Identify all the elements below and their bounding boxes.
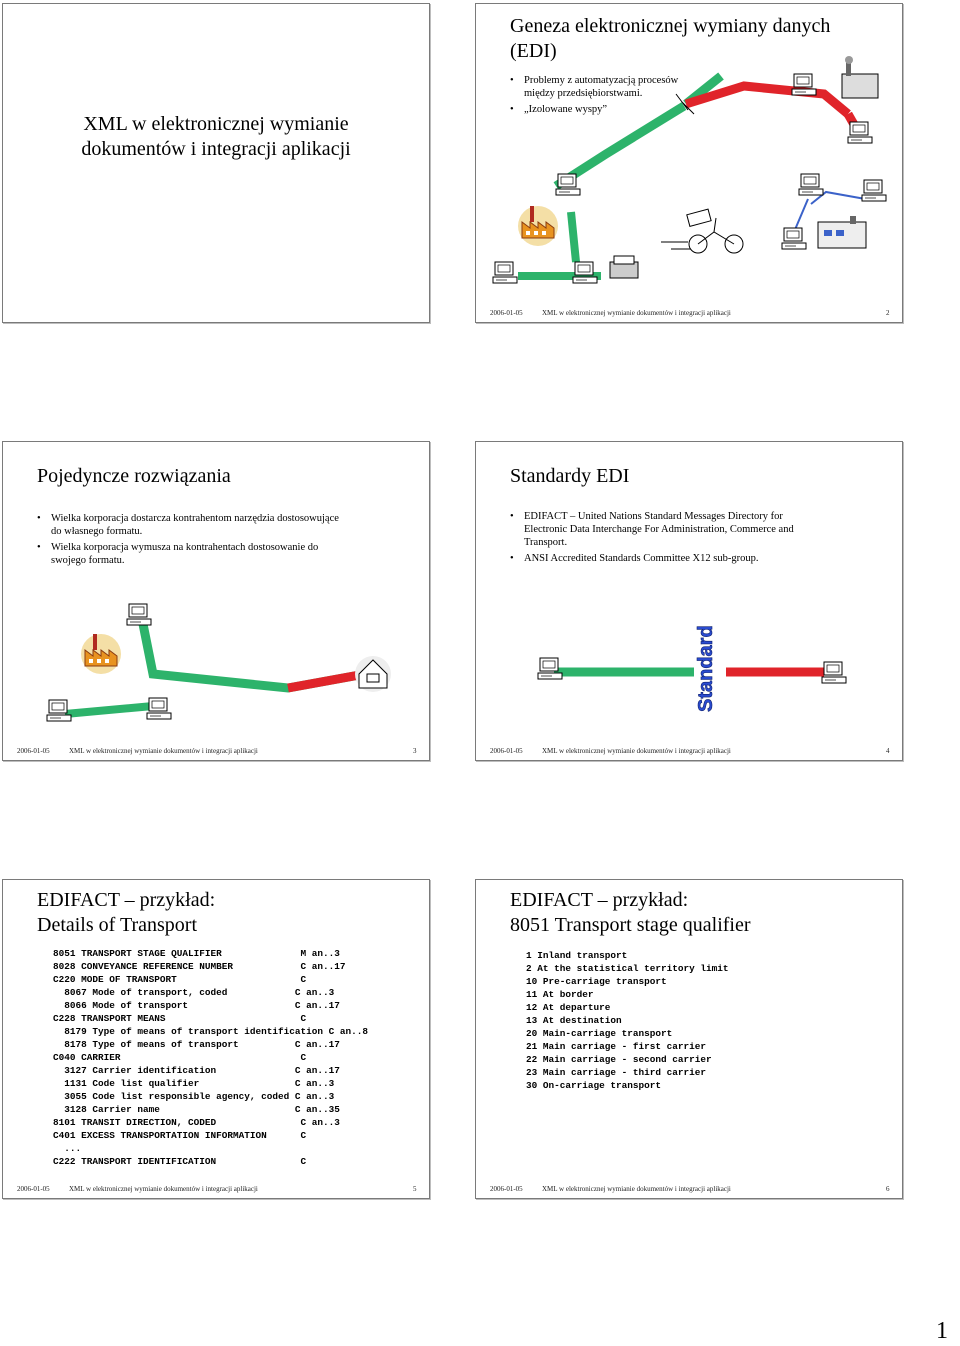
factory-icon [518,206,558,246]
code-line: 23 Main carriage - third carrier [526,1067,707,1078]
code-line: 11 At border [526,989,594,1000]
title-line-1: EDIFACT – przykład: [510,889,689,911]
bullet-text: Wielka korporacja wymusza na kontrahentach dostosowanie do [51,542,319,553]
slide-number: 4 [886,747,890,755]
blue-link [794,199,808,232]
title-line-2: Details of Transport [37,914,197,936]
bullet-item [510,552,890,565]
code-line: 8178 Type of means of transport C an..17 [53,1039,340,1050]
footer-title: XML w elektronicznej wymianie dokumentów i integracji aplikacji [542,1185,731,1193]
footer-date: 2006-01-05 [17,747,50,755]
code-line: C220 MODE OF TRANSPORT C [53,974,307,985]
office-building-icon [818,216,866,248]
slide-number: 5 [413,1185,417,1193]
standard-label [695,625,717,712]
code-line: C222 TRANSPORT IDENTIFICATION C [53,1156,307,1167]
code-line: C401 EXCESS TRANSPORTATION INFORMATION C [53,1130,307,1141]
standard-text: Standard [695,625,717,712]
code-line: 8028 CONVEYANCE REFERENCE NUMBER C an..17 [53,961,346,972]
bullet-text: swojego formatu. [51,555,125,566]
slide-footer [476,302,902,322]
footer-date: 2006-01-05 [490,309,523,317]
slide-3-title: Pojedyncze rozwiązania [37,465,231,487]
bullet-text: Transport. [524,537,568,548]
slide-1-title [3,112,429,162]
slide-5 [2,879,430,1199]
slide-5-title [37,888,215,938]
code-line: ... [53,1143,82,1154]
slide-2-bullets [510,74,678,119]
page-number: 1 [936,1318,948,1344]
bullet-text: ANSI Accredited Standards Committee X12 sub-group. [524,553,759,564]
bullet-text: między przedsiębiorstwami. [524,88,643,99]
computer-icon [848,122,872,143]
code-line: 8179 Type of means of transport identification C an..8 [53,1026,369,1037]
computer-icon [47,700,71,721]
slide-footer [3,1178,429,1198]
slide-3-bullets [37,512,417,570]
printer-icon [610,256,638,278]
slide-2 [475,3,903,323]
footer-title: XML w elektronicznej wymianie dokumentów i integracji aplikacji [542,747,731,755]
slide-footer [476,1178,902,1198]
courier-bicycle-icon [687,209,743,253]
code-line: 13 At destination [526,1015,622,1026]
code-line: 21 Main carriage - first carrier [526,1041,707,1052]
bullet-text: Electronic Data Interchange For Administration, Commerce and [524,524,794,535]
computer-icon [147,698,171,719]
code-line: 1 Inland transport [526,950,628,961]
footer-title: XML w elektronicznej wymianie dokumentów i integracji aplikacji [69,747,258,755]
slide-2-title [510,14,830,64]
bullet-item [510,103,678,116]
code-line: 2 At the statistical territory limit [526,963,729,974]
code-line: 8066 Mode of transport C an..17 [53,1000,340,1011]
title-line-1: Geneza elektronicznej wymiany danych [510,15,831,37]
footer-date: 2006-01-05 [490,747,523,755]
computer-icon [799,174,823,195]
code-line: C228 TRANSPORT MEANS C [53,1013,307,1024]
title-line-1: XML w elektronicznej wymianie [83,113,349,135]
green-link [65,706,153,714]
bullet-text: Problemy z automatyzacją procesów [524,75,679,86]
computer-icon [792,74,816,95]
code-line: 8101 TRANSIT DIRECTION, CODED C an..3 [53,1117,340,1128]
code-line: 10 Pre-carriage transport [526,976,667,987]
code-line: 22 Main carriage - second carrier [526,1054,712,1065]
single-solutions-diagram [3,442,429,760]
slide-number: 6 [886,1185,890,1193]
bullet-text: EDIFACT – United Nations Standard Messages Directory for [524,511,783,522]
slide-1 [2,3,430,323]
title-line-2: 8051 Transport stage qualifier [510,914,751,936]
code-line: 20 Main-carriage transport [526,1028,673,1039]
code-line: 30 On-carriage transport [526,1080,662,1091]
green-link [571,212,576,262]
title-line-2: dokumentów i integracji aplikacji [81,138,351,160]
bullet-item [510,74,678,100]
code-line: 12 At departure [526,1002,611,1013]
bullet-item [510,510,890,549]
computer-icon [573,262,597,283]
slide-4-bullets [510,510,890,568]
code-line: 3128 Carrier name C an..35 [53,1104,340,1115]
footer-title: XML w elektronicznej wymianie dokumentów i integracji aplikacji [542,309,731,317]
bullet-item [37,512,417,538]
code-line: 3127 Carrier identification C an..17 [53,1065,340,1076]
title-line-1: EDIFACT – przykład: [37,889,216,911]
code-line: 3055 Code list responsible agency, coded C an..3 [53,1091,335,1102]
code-line: 8067 Mode of transport, coded C an..3 [53,987,335,998]
footer-date: 2006-01-05 [17,1185,50,1193]
factory-icon [81,634,121,674]
transport-details-listing [53,947,368,1168]
computer-icon [538,658,562,679]
slide-4 [475,441,903,761]
slide-6 [475,879,903,1199]
house-computer-icon [355,656,391,692]
factory-icon [842,56,878,98]
bullet-text: do własnego formatu. [51,526,143,537]
bullet-item [37,541,417,567]
computer-icon [862,180,886,201]
footer-date: 2006-01-05 [490,1185,523,1193]
slide-footer [3,740,429,760]
footer-title: XML w elektronicznej wymianie dokumentów i integracji aplikacji [69,1185,258,1193]
edi-standards-diagram [476,442,902,760]
transport-stage-qualifier-listing [526,949,729,1092]
bullet-text: „Izolowane wyspy” [524,104,608,115]
computer-icon [493,262,517,283]
title-line-2: (EDI) [510,40,557,62]
slide-4-title: Standardy EDI [510,465,630,487]
computer-icon [127,604,151,625]
code-line: C040 CARRIER C [53,1052,307,1063]
slide-footer [476,740,902,760]
slide-number: 2 [886,309,890,317]
slide-6-title [510,888,751,938]
computer-icon [782,228,806,249]
code-line: 8051 TRANSPORT STAGE QUALIFIER M an..3 [53,948,340,959]
computer-icon [822,662,846,683]
computer-icon [556,174,580,195]
bullet-text: Wielka korporacja dostarcza kontrahentom narzędzia dostosowujące [51,513,339,524]
code-line: 1131 Code list qualifier C an..3 [53,1078,335,1089]
slide-number: 3 [413,747,417,755]
slide-3 [2,441,430,761]
